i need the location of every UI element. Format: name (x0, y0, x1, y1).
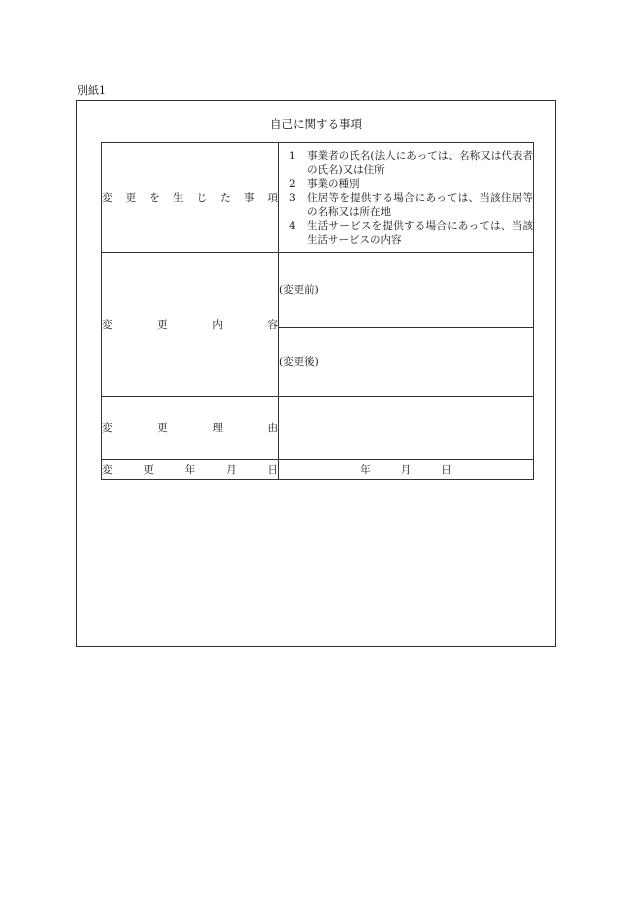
label-change-content (102, 253, 279, 397)
label-char: 生 (172, 191, 184, 204)
label-char: 変 (102, 318, 113, 331)
list-item-text: 事業者の氏名(法人にあっては、名称又は代表者の氏名)又は住所 (307, 149, 533, 176)
changed-matters-list (279, 143, 534, 253)
list-item-number: 2 (289, 177, 296, 190)
change-date-value (279, 463, 533, 477)
change-after-field[interactable] (279, 328, 534, 397)
label-changed-matters-text (102, 191, 278, 205)
label-change-content-text (102, 318, 278, 332)
label-char: 年 (184, 463, 196, 476)
change-before-label: (変更前) (279, 284, 319, 296)
change-date-field[interactable] (279, 460, 534, 480)
label-char: 日 (267, 463, 278, 476)
label-char: 由 (267, 422, 278, 434)
date-day-unit: 日 (441, 463, 452, 476)
label-char: 変 (102, 191, 113, 204)
change-before-field[interactable] (279, 253, 534, 328)
label-char: 月 (226, 463, 237, 476)
form-frame (76, 100, 556, 647)
label-char: 項 (267, 191, 278, 204)
list-item-text: 住居等を提供する場合にあっては、当該住居等の名称又は所在地 (307, 191, 533, 218)
form-title: 自己に関する事項 (270, 117, 362, 131)
change-details-table (101, 142, 534, 480)
label-char: 更 (125, 191, 137, 204)
label-char: 変 (102, 422, 113, 434)
list-item-text: 事業の種別 (307, 177, 360, 190)
label-char: 更 (143, 463, 154, 476)
row-change-reason (102, 397, 534, 460)
label-char: 更 (157, 422, 168, 434)
change-after-label: (変更後) (279, 356, 319, 368)
list-item-number: 1 (289, 149, 296, 162)
list-item (279, 191, 533, 219)
row-changed-matters (102, 143, 534, 253)
list-item (279, 149, 533, 177)
list-item-text: 生活サービスを提供する場合にあっては、当該生活サービスの内容 (307, 219, 533, 246)
label-change-reason-text (102, 421, 278, 435)
list-item (279, 219, 533, 247)
list-item-number: 3 (289, 191, 296, 204)
label-char: 更 (157, 318, 168, 331)
label-char: 内 (212, 318, 223, 331)
label-char: を (149, 191, 160, 204)
date-month-unit: 月 (400, 463, 412, 476)
label-change-date-text (102, 463, 278, 477)
label-change-date (102, 460, 279, 480)
label-changed-matters (102, 143, 279, 253)
attachment-label: 別紙1 (77, 84, 106, 97)
change-reason-field[interactable] (279, 397, 534, 460)
label-char: 変 (102, 463, 113, 476)
label-char: 容 (267, 318, 278, 331)
date-year-unit: 年 (360, 463, 371, 476)
list-item (279, 177, 533, 191)
row-change-date (102, 460, 534, 480)
label-char: じ (196, 191, 208, 204)
label-char: た (220, 191, 231, 204)
label-change-reason (102, 397, 279, 460)
label-char: 理 (212, 422, 223, 434)
row-change-before (102, 253, 534, 328)
list-item-number: 4 (289, 219, 296, 232)
label-char: 事 (243, 191, 255, 204)
